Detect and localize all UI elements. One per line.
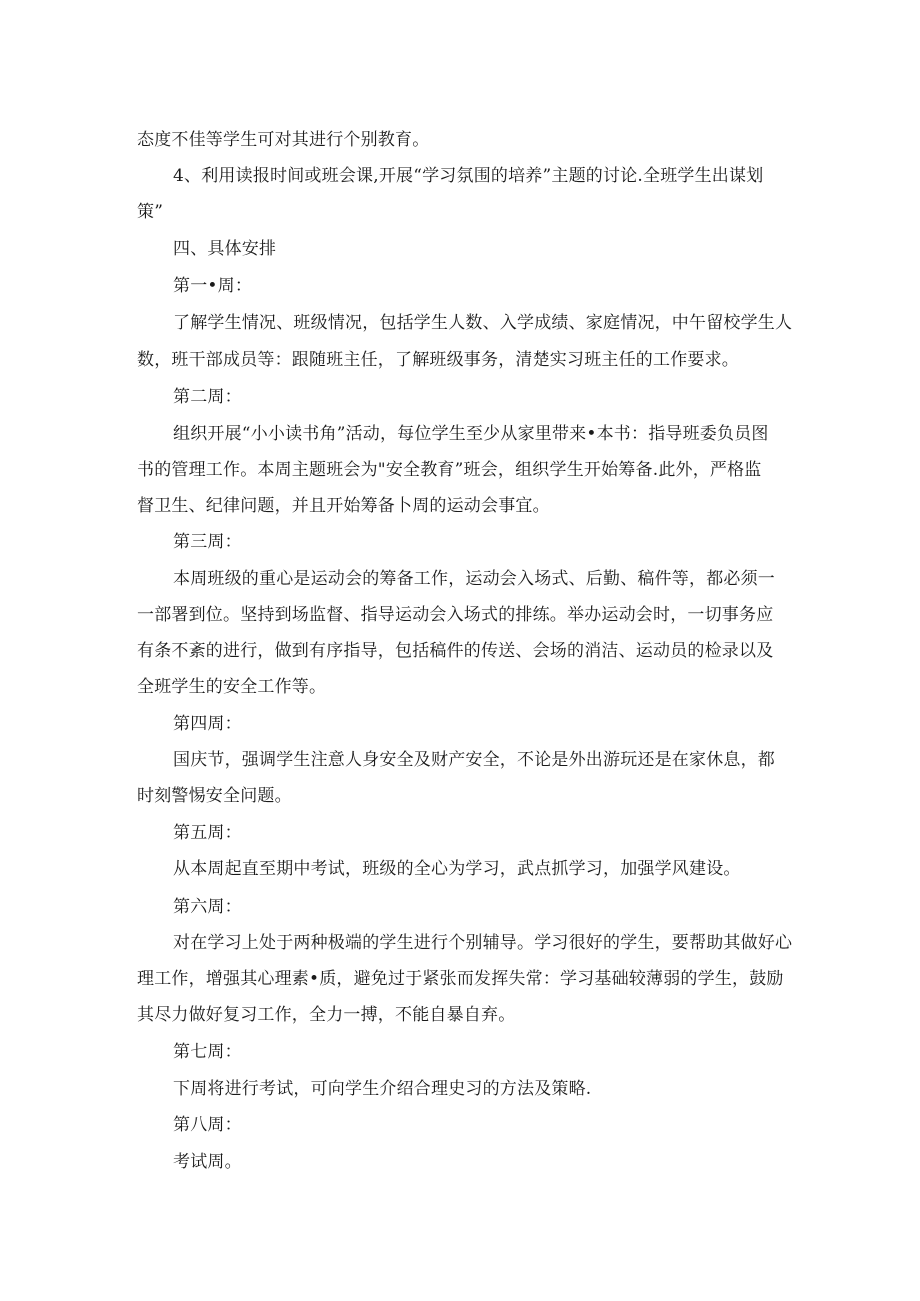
text-line: 本周班级的重心是运动会的筹备工作，运动会入场式、后勤、稿件等，都必须一 xyxy=(173,569,775,589)
text-line: 数，班干部成员等：跟随班主任，了解班级事务，清楚实习班主任的工作要求。 xyxy=(137,350,739,370)
week-heading: 第六周： xyxy=(173,897,242,917)
week-heading: 第三周： xyxy=(173,532,242,552)
week-heading: 第二周： xyxy=(173,387,242,407)
text-line: 态度不佳等学生可对其进行个别教育。 xyxy=(137,130,430,150)
text-line: 理工作，增强其心理素•质，避免过于紧张而发挥失常：学习基础较薄弱的学生，鼓励 xyxy=(137,969,784,989)
text-line: 一部署到位。坚持到场监督、指导运动会入场式的排练。举办运动会时，一切事务应 xyxy=(137,605,774,625)
text-line: 了解学生情况、班级情况，包括学生人数、入学成绩、家庭情况，中午留校学生人 xyxy=(173,313,793,333)
text-line: 其尽力做好复习工作，全力一搏，不能自暴自弃。 xyxy=(137,1005,516,1025)
text-line: 下周将进行考试，可向学生介绍合理史习的方法及策略. xyxy=(173,1079,592,1099)
week-heading: 第一•周： xyxy=(173,276,253,296)
text-line: 全班学生的安全工作等。 xyxy=(137,677,327,697)
text-line: 4、利用读报时间或班会课,开展“学习氛围的培养”主题的讨论.全班学生出谋划 xyxy=(173,166,764,186)
text-line: 书的管理工作。本周主题班会为"安全教育”班会，组织学生开始筹备.此外，严格监 xyxy=(137,460,762,480)
text-line: 有条不紊的进行，做到有序指导，包括稿件的传送、会场的消洁、运动员的检录以及 xyxy=(137,641,774,661)
section-heading: 四、具体安排 xyxy=(173,239,277,259)
text-line: 时刻警惕安全问题。 xyxy=(137,786,292,806)
week-heading: 第八周： xyxy=(173,1115,242,1135)
week-heading: 第五周： xyxy=(173,823,242,843)
text-line: 策” xyxy=(137,202,164,222)
week-heading: 第四周： xyxy=(173,714,242,734)
text-line: 考试周。 xyxy=(173,1152,242,1172)
text-line: 国庆节，强调学生注意人身安全及财产安全，不论是外出游玩还是在家休息，都 xyxy=(173,750,775,770)
text-line: 对在学习上处于两种极端的学生进行个别辅导。学习很好的学生，要帮助其做好心 xyxy=(173,933,793,953)
text-line: 从本周起直至期中考试，班级的全心为学习，武点抓学习，加强学风建设。 xyxy=(173,859,741,879)
text-line: 督卫生、纪律问题，并且开始筹备卜周的运动会事宜。 xyxy=(137,496,550,516)
week-heading: 第七周： xyxy=(173,1042,242,1062)
text-line: 组织开展“小小读书角”活动，每位学生至少从家里带来•本书：指导班委负员图 xyxy=(173,424,769,444)
